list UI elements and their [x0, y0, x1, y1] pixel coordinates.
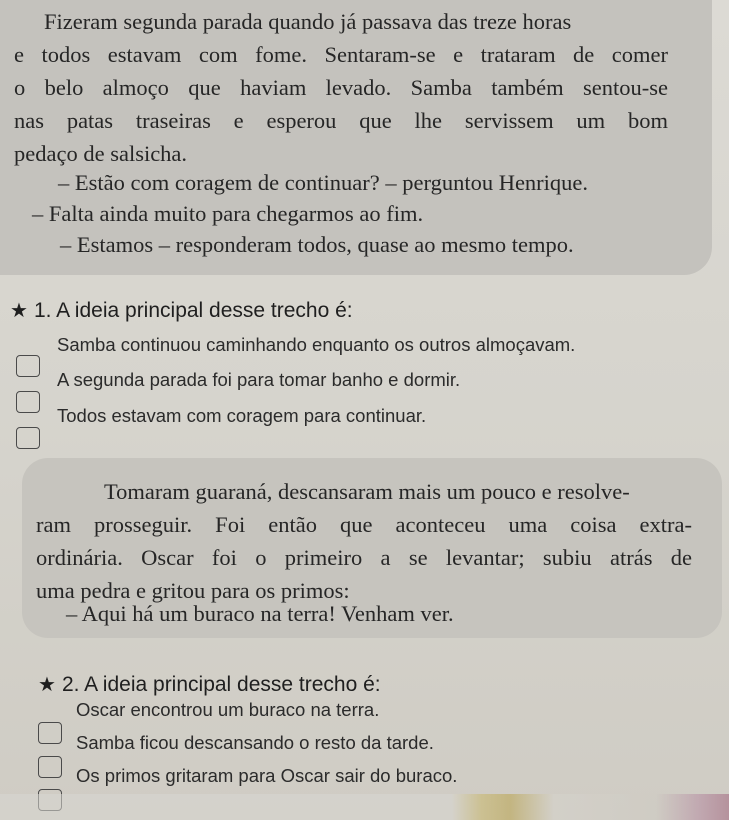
passage1-line: nas patas traseiras e esperou que lhe servissem um bom: [14, 108, 668, 133]
passage2-line: Tomaram guaraná, descansaram mais um pouco e resolve-: [104, 479, 630, 504]
question-1-option-2-checkbox[interactable]: [16, 391, 40, 413]
question-1-option-3-checkbox[interactable]: [16, 427, 40, 449]
question-2-option-1-label: Oscar encontrou um buraco na terra.: [76, 699, 380, 720]
passage1-dialogue-line: – Estamos – responderam todos, quase ao mesmo tempo.: [60, 232, 574, 257]
question-1-text: 1. A ideia principal desse trecho é:: [33, 299, 353, 322]
question-2-option-2-checkbox[interactable]: [38, 756, 62, 778]
question-2-option-2-label: Samba ficou descansando o resto da tarde.: [76, 732, 434, 753]
star-icon: ★: [10, 300, 28, 322]
question-1-option-3-label: Todos estavam com coragem para continuar.: [57, 405, 427, 426]
question-2-text: 2. A ideia principal desse trecho é:: [61, 673, 381, 696]
question-1-option-1-checkbox[interactable]: [16, 355, 40, 377]
question-2-option-1-checkbox[interactable]: [38, 722, 62, 744]
page-bottom-edge: [0, 794, 729, 820]
reading-passage-2: [22, 458, 722, 638]
question-2-option-3-label: Os primos gritaram para Oscar sair do buraco.: [76, 765, 458, 786]
question-1-option-2-label: A segunda parada foi para tomar banho e dormir.: [57, 369, 461, 390]
passage1-line: pedaço de salsicha.: [14, 141, 188, 166]
passage1-line: Fizeram segunda parada quando já passava das treze horas: [44, 9, 572, 34]
passage1-line: e todos estavam com fome. Sentaram-se e trataram de comer: [14, 42, 668, 67]
passage1-dialogue-line: – Estão com coragem de continuar? – perguntou Henrique.: [58, 170, 589, 195]
question-1-prompt: [10, 298, 353, 323]
question-1-option-1-label: Samba continuou caminhando enquanto os outros almoçavam.: [57, 334, 576, 355]
reading-passage-1: [0, 0, 712, 275]
passage2-line: uma pedra e gritou para os primos:: [36, 578, 350, 603]
passage1-dialogue-line: – Falta ainda muito para chegarmos ao fim.: [32, 201, 424, 226]
passage2-line: ram prosseguir. Foi então que aconteceu uma coisa extra-: [36, 512, 692, 537]
star-icon: ★: [38, 674, 56, 696]
passage2-dialogue-line: – Aqui há um buraco na terra! Venham ver.: [66, 601, 454, 626]
passage2-line: ordinária. Oscar foi o primeiro a se levantar; subiu atrás de: [36, 545, 692, 570]
passage1-line: o belo almoço que haviam levado. Samba também sentou-se: [14, 75, 668, 100]
question-2-prompt: [38, 672, 381, 697]
